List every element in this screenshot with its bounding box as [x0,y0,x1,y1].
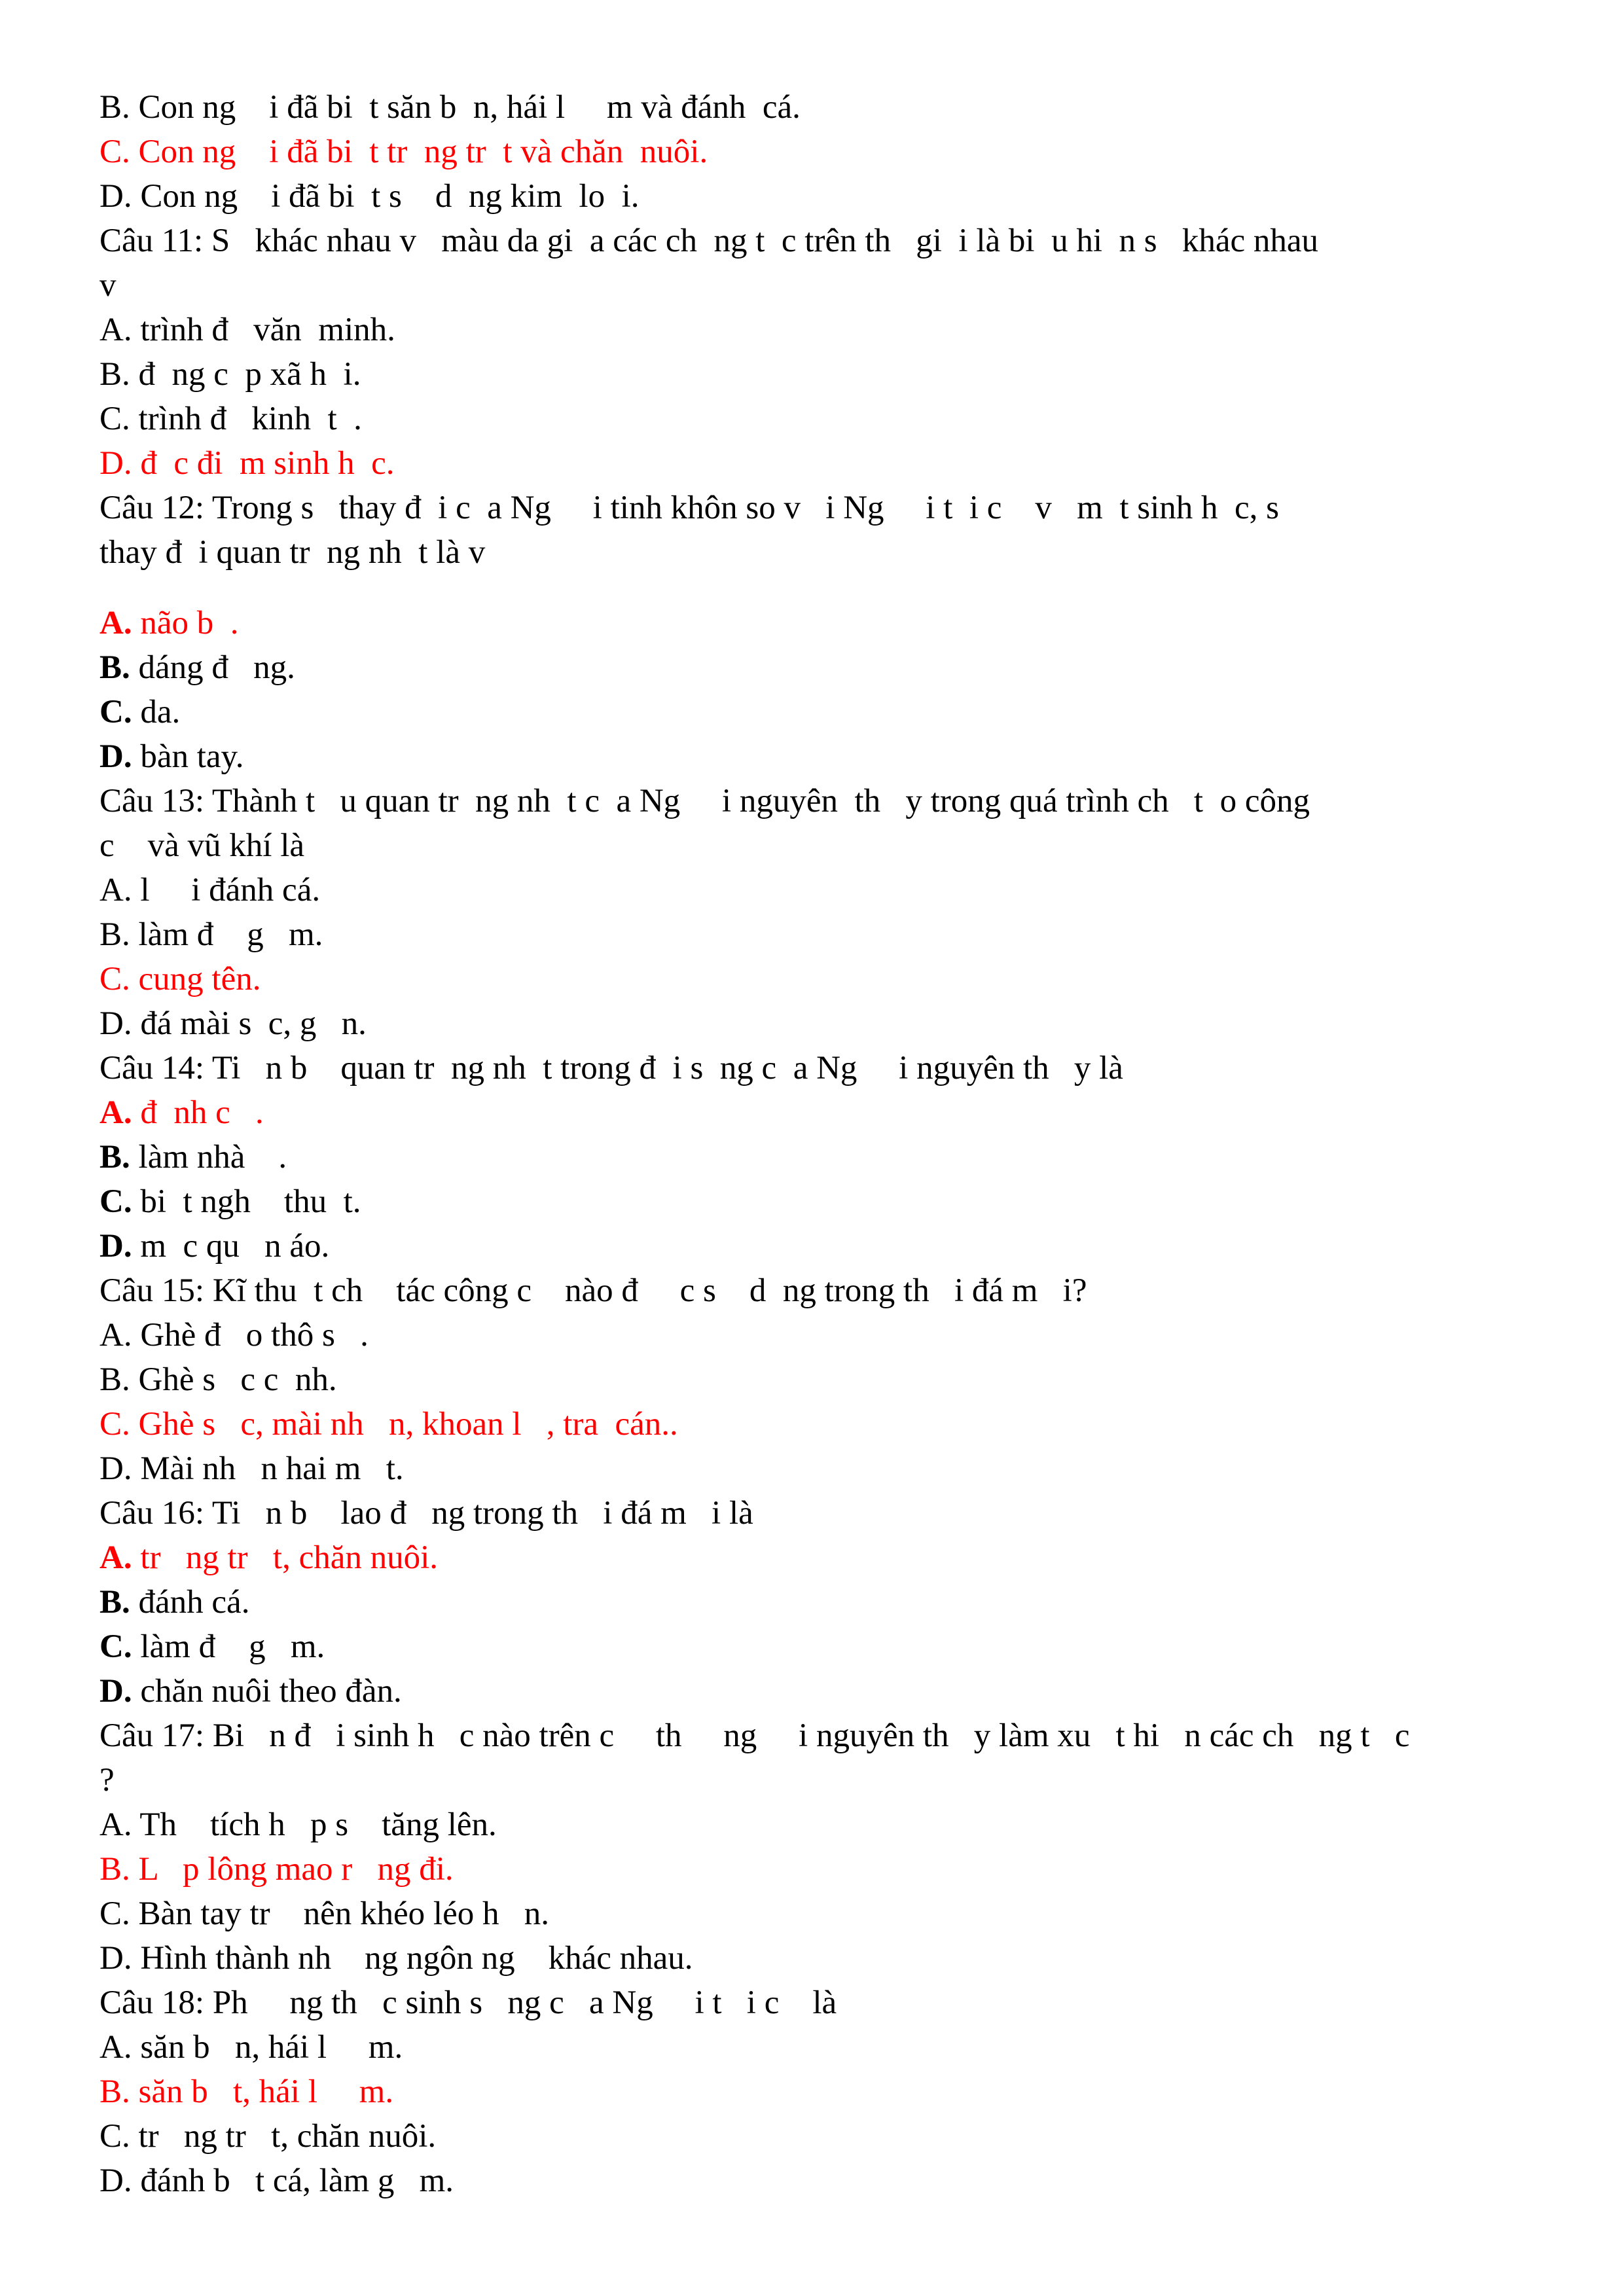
q15-option-a: A. Ghè đ o thô s . [99,1317,369,1354]
q17-option-c: C. Bàn tay tr nên khéo léo h n. [99,1895,549,1932]
q13-stem-line2: c và vũ khí là [99,827,304,864]
q16-option-b [99,1580,1533,1624]
q11-stem-line2: v [99,267,117,304]
q11-option-b: B. đ ng c p xã h i. [99,356,361,393]
q13-option-c-correct: C. cung tên. [99,961,261,997]
option-text: da. [132,694,181,730]
q11-option-d-correct: D. đ c đi m sinh h c. [99,445,395,482]
option-letter: A. [99,1094,132,1131]
document-page [99,85,1533,2203]
q13-option-b: B. làm đ g m. [99,916,323,953]
q12-option-d [99,734,1533,779]
option-text: làm đ g m. [132,1628,325,1665]
option-letter: C. [99,1628,132,1665]
option-letter: A. [99,1539,132,1576]
q13-option-a: A. l i đánh cá. [99,872,321,908]
q10-option-d: D. Con ng i đã bi t s d ng kim lo i. [99,178,640,215]
option-letter: A. [99,605,132,641]
option-text: não b . [132,605,239,641]
option-text: bàn tay. [132,738,244,775]
q16-option-a-correct [99,1535,1533,1580]
q18-option-a: A. săn b n, hái l m. [99,2029,403,2066]
q11-stem-line1: Câu 11: S khác nhau v màu da gi a các ch ng t c trên th gi i là bi u hi n s khác nhau [99,223,1318,259]
q12-option-a-correct [99,601,1533,645]
option-letter: B. [99,1139,130,1175]
q17-option-a: A. Th tích h p s tăng lên. [99,1806,497,1843]
option-letter: B. [99,1584,130,1621]
q18-option-d: D. đánh b t cá, làm g m. [99,2162,454,2199]
option-letter: D. [99,1228,132,1265]
option-letter: C. [99,694,132,730]
q15-option-d: D. Mài nh n hai m t. [99,1450,404,1487]
q14-stem: Câu 14: Ti n b quan tr ng nh t trong đ i s ng c a Ng i nguyên th y là [99,1050,1123,1086]
q14-option-d [99,1224,1533,1268]
q10-option-b: B. Con ng i đã bi t săn b n, hái l m và đánh cá. [99,89,801,126]
spacer [99,575,1533,601]
q18-option-c: C. tr ng tr t, chăn nuôi. [99,2118,437,2155]
q18-option-b-correct: B. săn b t, hái l m. [99,2073,394,2110]
q15-option-c-correct: C. Ghè s c, mài nh n, khoan l , tra cán.. [99,1406,678,1443]
q16-option-d [99,1669,1533,1713]
q15-stem: Câu 15: Kĩ thu t ch tác công c nào đ c s d ng trong th i đá m i? [99,1272,1087,1309]
option-text: đánh cá. [130,1584,250,1621]
q12-option-b [99,645,1533,690]
q11-option-a: A. trình đ văn minh. [99,312,395,348]
option-text: đ nh c . [132,1094,264,1131]
q11-option-c: C. trình đ kinh t . [99,401,362,437]
option-text: dáng đ ng. [130,649,295,686]
q17-option-d: D. Hình thành nh ng ngôn ng khác nhau. [99,1940,693,1977]
option-text: bi t ngh thu t. [132,1183,361,1220]
q16-stem: Câu 16: Ti n b lao đ ng trong th i đá m i là [99,1495,753,1532]
q13-stem-line1: Câu 13: Thành t u quan tr ng nh t c a Ng i nguyên th y trong quá trình ch t o công [99,783,1310,819]
q14-option-a-correct [99,1090,1533,1135]
q12-stem-line2: thay đ i quan tr ng nh t là v [99,534,486,571]
q14-option-c [99,1179,1533,1224]
option-letter: B. [99,649,130,686]
q18-stem: Câu 18: Ph ng th c sinh s ng c a Ng i t i c là [99,1984,837,2021]
option-text: tr ng tr t, chăn nuôi. [132,1539,439,1576]
option-text: làm nhà . [130,1139,287,1175]
option-text: m c qu n áo. [132,1228,330,1265]
option-letter: D. [99,1673,132,1710]
q12-stem-line1: Câu 12: Trong s thay đ i c a Ng i tinh khôn so v i Ng i t i c v m t sinh h c, s [99,490,1280,526]
q16-option-c [99,1624,1533,1669]
option-letter: D. [99,738,132,775]
q10-option-c-correct: C. Con ng i đã bi t tr ng tr t và chăn nuôi. [99,134,708,170]
option-text: chăn nuôi theo đàn. [132,1673,402,1710]
q15-option-b: B. Ghè s c c nh. [99,1361,337,1398]
q13-option-d: D. đá mài s c, g n. [99,1005,367,1042]
q14-option-b [99,1135,1533,1179]
q12-option-c [99,690,1533,734]
q17-stem-line1: Câu 17: Bi n đ i sinh h c nào trên c th ng i nguyên th y làm xu t hi n các ch ng t c [99,1717,1410,1754]
q17-option-b-correct: B. L p lông mao r ng đi. [99,1851,454,1888]
q17-stem-line2: ? [99,1762,115,1799]
option-letter: C. [99,1183,132,1220]
